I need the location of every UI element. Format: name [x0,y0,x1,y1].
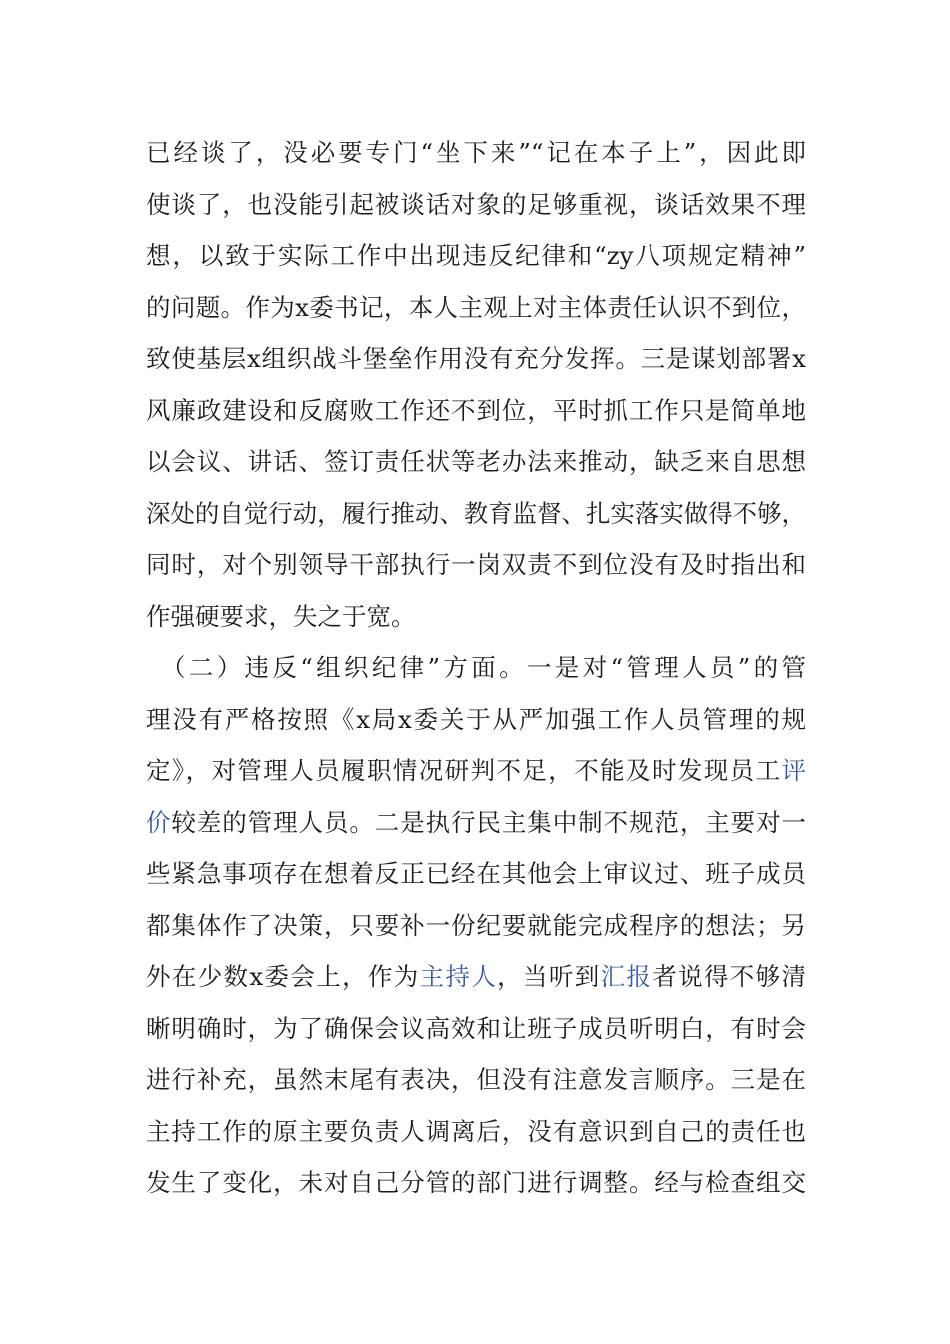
text-line [146,797,806,849]
text-line [146,179,806,231]
line-text: （二）违反“组织纪律”方面。一是对“管理人员”的管 [161,653,806,682]
text-line [146,848,806,900]
text-line [146,282,806,334]
text-line [146,1157,806,1209]
line-text: 主持工作的原主要负责人调离后，没有意识到自己的责任也 [146,1116,806,1146]
line-text: 使谈了，也没能引起被谈话对象的足够重视，谈话效果不理 [146,189,806,219]
line-text: 晰明确时，为了确保会议高效和让班子成员听明白，有时会 [146,1013,806,1043]
line-text: 些紧急事项存在想着反正已经在其他会上审议过、班子成员 [146,859,806,888]
line-text: 致使基层x组织战斗堡垒作用没有充分发挥。三是谋划部署x [146,344,806,373]
line-text: 都集体作了决策，只要补一份纪要就能完成程序的想法；另 [146,910,806,940]
line-text: 较差的管理人员。二是执行民主集中制不规范，主要对一 [171,807,806,837]
line-text: 理没有严格按照《x局x委关于从严加强工作人员管理的规 [146,704,806,734]
text-line [146,488,806,540]
text-line [146,1003,806,1055]
text-line [146,385,806,437]
text-line [146,900,806,952]
line-text: 外在少数x委会上，作为 [146,962,420,991]
line-text: 已经谈了，没必要专门“坐下来”“记在本子上”，因此即 [146,138,806,167]
line-text: 的问题。作为x委书记，本人主观上对主体责任认识不到位， [146,292,806,322]
line-text: 进行补充，虽然末尾有表决，但没有注意发言顺序。三是在 [146,1065,806,1094]
line-text: ，当听到 [497,962,601,991]
line-text: 以会议、讲话、签订责任状等老办法来推动，缺乏来自思想 [146,447,806,476]
text-line [146,694,806,746]
hyperlink-text[interactable]: 主持人 [419,962,498,991]
hyperlink-text[interactable]: 汇报 [600,962,653,991]
line-text: 者说得不够清 [652,962,806,991]
line-text: 风廉政建设和反腐败工作还不到位，平时抓工作只是简单地 [146,395,806,425]
line-text: 同时，对个别领导干部执行一岗双责不到位没有及时指出和 [146,550,806,579]
text-line [146,1054,806,1106]
hyperlink-text[interactable]: 价 [146,807,172,837]
text-line [146,642,806,694]
document-body [146,127,806,1209]
line-text: 作强硬要求，失之于宽。 [146,601,416,631]
text-line [146,745,806,797]
text-line [146,230,806,282]
hyperlink-text[interactable]: 评 [781,756,806,785]
text-line [146,127,806,179]
line-text: 定》，对管理人员履职情况研判不足，不能及时发现员工 [146,756,782,785]
text-line [146,436,806,488]
text-line [146,1106,806,1158]
text-line [146,951,806,1003]
text-line [146,539,806,591]
line-text: 想，以致于实际工作中出现违反纪律和“zy八项规定精神” [146,241,806,270]
line-text: 深处的自觉行动，履行推动、教育监督、扎实落实做得不够， [146,498,806,528]
line-text: 发生了变化，未对自己分管的部门进行调整。经与检查组交 [146,1168,806,1197]
text-line [146,591,806,643]
text-line [146,333,806,385]
